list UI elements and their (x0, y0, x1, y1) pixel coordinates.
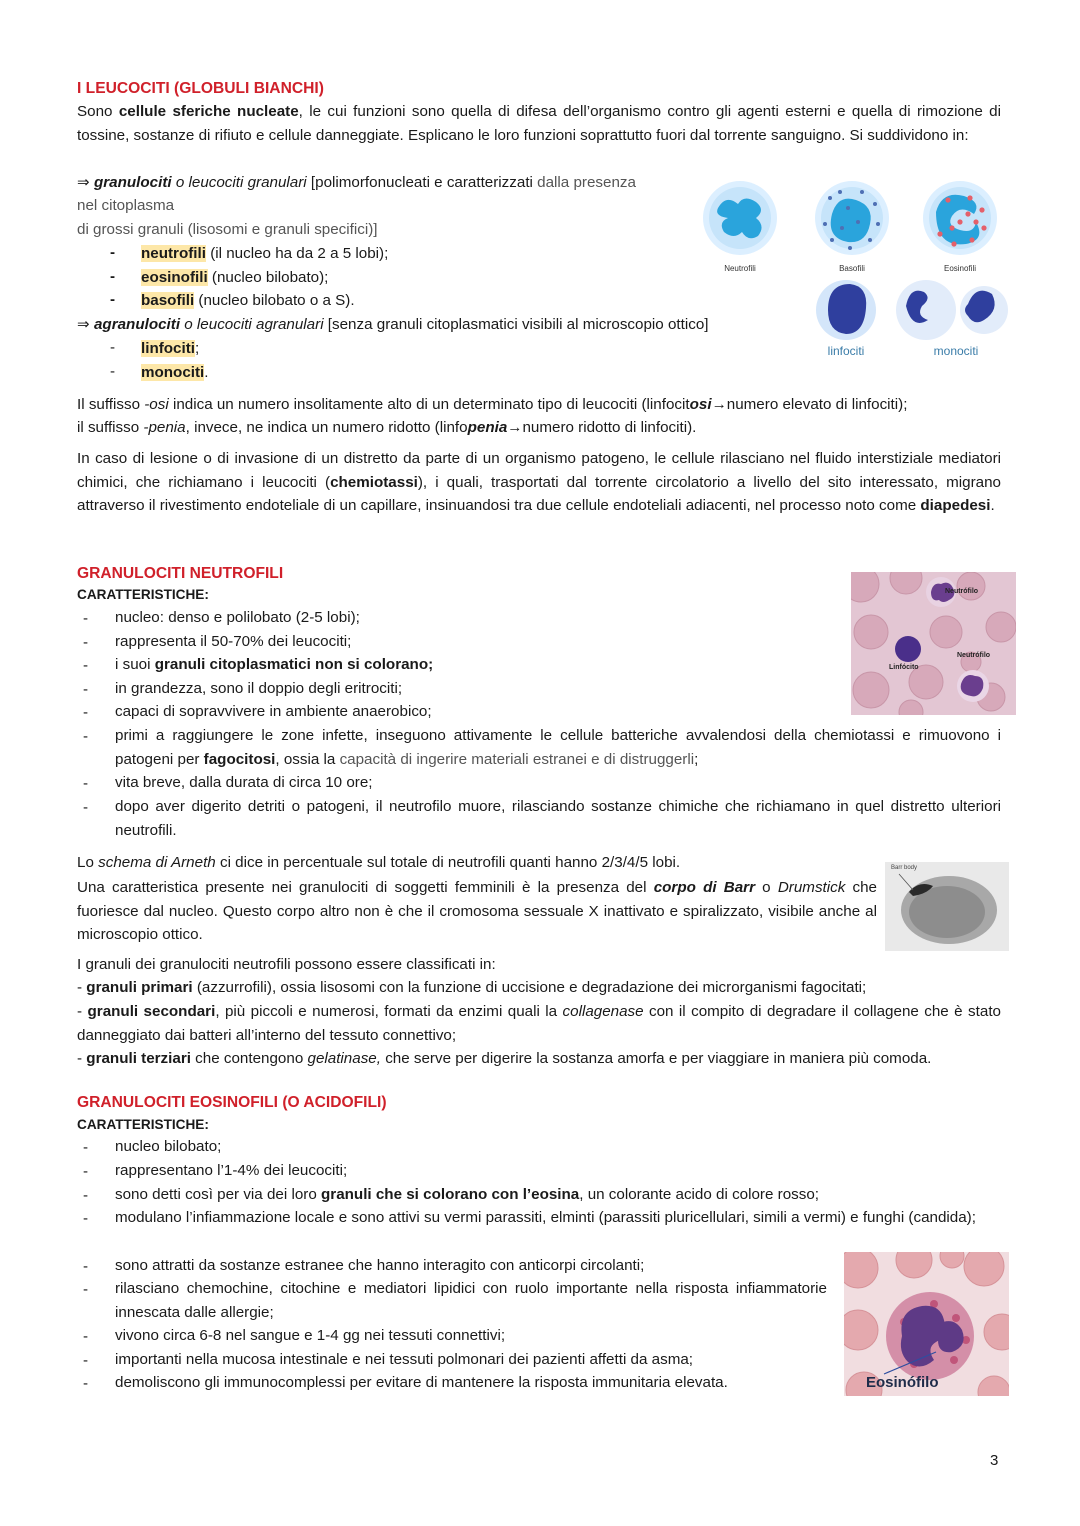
eosinofili-item-3: sono detti così per via dei loro granuli che si colorano con l’eosina, un colorante acido di colore rosso; (115, 1186, 820, 1203)
barr-body-illustration (885, 862, 1009, 951)
eosinofili-item-6: rilasciano chemochine, citochine e mediatori lipidici con ruolo importante nella risposta infiammatorie innescata dalle allergie; (115, 1280, 827, 1321)
eosinofili-item-9: demoliscono gli immunocomplessi per evitare di mantenere la risposta immunitaria elevata. (115, 1374, 728, 1391)
neutrofili-item-6: primi a raggiungere le zone infette, inseguono attivamente le cellule batteriche avvalendosi della chemiotassi e rimuovono i patogeni per fagocitosi, ossia la capacità di ingerire materiali estranei e di distruggerli; (115, 727, 1001, 768)
granuli-secondari: - granuli secondari, più piccoli e numerosi, formati da enzimi quali la collagenase con il compito di degradare il collagene che è stato danneggiato dai batteri all’interno del tessuto connettivo; (77, 1003, 1001, 1044)
list-dash: - (83, 634, 89, 651)
list-dash: - (83, 1139, 89, 1156)
list-item-basofili: basofili (nucleo bilobato o a S). (141, 292, 355, 309)
neutrofili-item-5: capaci di sopravvivere in ambiente anaerobico; (115, 703, 432, 720)
list-dash: - (83, 1258, 89, 1275)
neutrofili-item-3: i suoi granuli citoplasmatici non si colorano; (115, 656, 434, 673)
list-item-monociti: monociti. (141, 364, 209, 381)
eosinofili-item-2: rappresentano l’1-4% dei leucociti; (115, 1162, 348, 1179)
list-dash: - (83, 1328, 89, 1345)
agranulociti-line: ⇒ agranulociti o leucociti agranulari [senza granuli citoplasmatici visibili al microscopio ottico] (77, 316, 709, 333)
eosinofili-subtitle: CARATTERISTICHE: (77, 1117, 209, 1132)
list-dash: - (83, 1281, 89, 1298)
list-item-linfociti: linfociti; (141, 340, 200, 357)
granuli-primari: - granuli primari (azzurrofili), ossia lisosomi con la funzione di uccisione e degradazione dei microrganismi fagocitati; (77, 979, 867, 996)
list-dash: - (83, 1163, 89, 1180)
list-dash: - (83, 1352, 89, 1369)
neutrofili-subtitle: CARATTERISTICHE: (77, 587, 209, 602)
granuli-intro: I granuli dei granulociti neutrofili possono essere classificati in: (77, 956, 496, 973)
eosinofilo-micrograph (844, 1252, 1009, 1396)
granuli-terziari: - granuli terziari che contengono gelatinase, che serve per digerire la sostanza amorfa e per viaggiare in maniera più comoda. (77, 1050, 932, 1067)
neutrofili-item-1: nucleo: denso e polilobato (2-5 lobi); (115, 609, 360, 626)
neutrofili-item-4: in grandezza, sono il doppio degli eritrociti; (115, 680, 403, 697)
caption-monociti: monociti (933, 344, 979, 358)
section-title-eosinofili: GRANULOCITI EOSINOFILI (O ACIDOFILI) (77, 1094, 387, 1111)
list-dash: - (83, 1375, 89, 1392)
label-eosinofilo: Eosinófilo (866, 1374, 939, 1391)
leucociti-types-figure (700, 178, 1010, 368)
label-neutrofilo-2: Neutrófilo (957, 652, 991, 659)
list-dash: - (110, 244, 116, 261)
diapedesi-paragraph: In caso di lesione o di invasione di un distretto da parte di un organismo patogeno, le cellule rilasciano nel fluido interstiziale mediatori chimici, che richiamano i leucociti (chemiotassi), i quali, trasportati dal torrente circolatorio a livello del sito interessato, migrano attraverso il rivestimento endoteliale di un capillare, insinuandosi tra due cellule endoteliali adiacenti, nel processo noto come diapedesi. (77, 450, 1001, 515)
list-dash: - (83, 704, 89, 721)
blood-smear-illustration (851, 572, 1016, 715)
page-number: 3 (990, 1452, 999, 1469)
caption-neutrofili: Neutrofili (724, 264, 756, 273)
list-dash: - (83, 610, 89, 627)
section-title-leucociti: I LEUCOCITI (GLOBULI BIANCHI) (77, 80, 324, 97)
list-dash: - (83, 681, 89, 698)
neutrofili-item-2: rappresenta il 50-70% dei leucociti; (115, 633, 352, 650)
granulociti-line: ⇒ granulociti o leucociti granulari [polimorfonucleati e caratterizzati dalla presenza (77, 174, 636, 191)
neutrofili-micrograph (851, 572, 1016, 715)
list-item-eosinofili: eosinofili (nucleo bilobato); (141, 269, 329, 286)
eosinofili-item-8: importanti nella mucosa intestinale e nei tessuti polmonari dei pazienti affetti da asma; (115, 1351, 694, 1368)
caption-eosinofili: Eosinofili (943, 264, 976, 273)
eosinofili-item-4: modulano l’infiammazione locale e sono attivi su vermi parassiti, elminti (parassiti pluricellulari, simili a vermi) e funghi (candida); (115, 1209, 976, 1226)
label-barr-body: Barr body (891, 865, 918, 871)
label-neutrofilo-1: Neutrófilo (945, 588, 979, 595)
eosinofili-item-1: nucleo bilobato; (115, 1138, 222, 1155)
list-item-neutrofili: neutrofili (il nucleo ha da 2 a 5 lobi); (141, 245, 389, 262)
label-linfocito: Linfócito (889, 664, 919, 671)
eosinofili-item-7: vivono circa 6-8 nel sangue e 1-4 gg nei tessuti connettivi; (115, 1327, 506, 1344)
list-dash: - (83, 775, 89, 792)
suffisso-osi: Il suffisso -osi indica un numero insolitamente alto di un determinato tipo di leucociti (linfocitosi→numero elevato di linfociti); (77, 396, 908, 413)
list-dash: - (83, 657, 89, 674)
list-dash: - (110, 363, 116, 380)
leucociti-intro: Sono cellule sferiche nucleate, le cui funzioni sono quella di difesa dell’organismo contro gli agenti esterni e quella di rimozione di tossine, sostanze di rifiuto e cellule danneggiate. Esplicano le loro funzioni soprattutto fuori dal torrente sanguigno. Si suddividono in: (77, 103, 1001, 144)
granulociti-line-2: nel citoplasma (77, 197, 175, 214)
list-dash: - (83, 1210, 89, 1227)
suffisso-penia: il suffisso -penia, invece, ne indica un numero ridotto (linfopenia→numero ridotto di linfociti). (77, 419, 697, 436)
corpo-di-barr-paragraph: Una caratteristica presente nei granulociti di soggetti femminili è la presenza del corpo di Barr o Drumstick che fuoriesce dal nucleo. Questo corpo altro non è che il cromosoma sessuale X inattivato e spiralizzato, visibile anche al microscopio ottico. (77, 879, 877, 944)
caption-basofili: Basofili (839, 264, 865, 273)
caption-linfociti: linfociti (827, 344, 865, 358)
barr-body-micrograph (885, 862, 1009, 951)
section-title-neutrofili: GRANULOCITI NEUTROFILI (77, 565, 284, 582)
neutrofili-item-8: dopo aver digerito detriti o patogeni, il neutrofilo muore, rilasciando sostanze chimiche che richiamano in quel distretto ulteriori neutrofili. (115, 798, 1001, 839)
leucociti-illustration (700, 178, 1010, 368)
neutrofili-item-7: vita breve, dalla durata di circa 10 ore; (115, 774, 373, 791)
list-dash: - (83, 728, 89, 745)
list-dash: - (110, 339, 116, 356)
list-dash: - (83, 1187, 89, 1204)
schema-arneth: Lo schema di Arneth ci dice in percentuale sul totale di neutrofili quanti hanno 2/3/4/5 lobi. (77, 854, 681, 871)
list-dash: - (110, 291, 116, 308)
granulociti-line-3: di grossi granuli (lisosomi e granuli specifici)] (77, 221, 378, 238)
list-dash: - (83, 799, 89, 816)
list-dash: - (110, 268, 116, 285)
eosinofili-item-5: sono attratti da sostanze estranee che hanno interagito con anticorpi circolanti; (115, 1257, 645, 1274)
